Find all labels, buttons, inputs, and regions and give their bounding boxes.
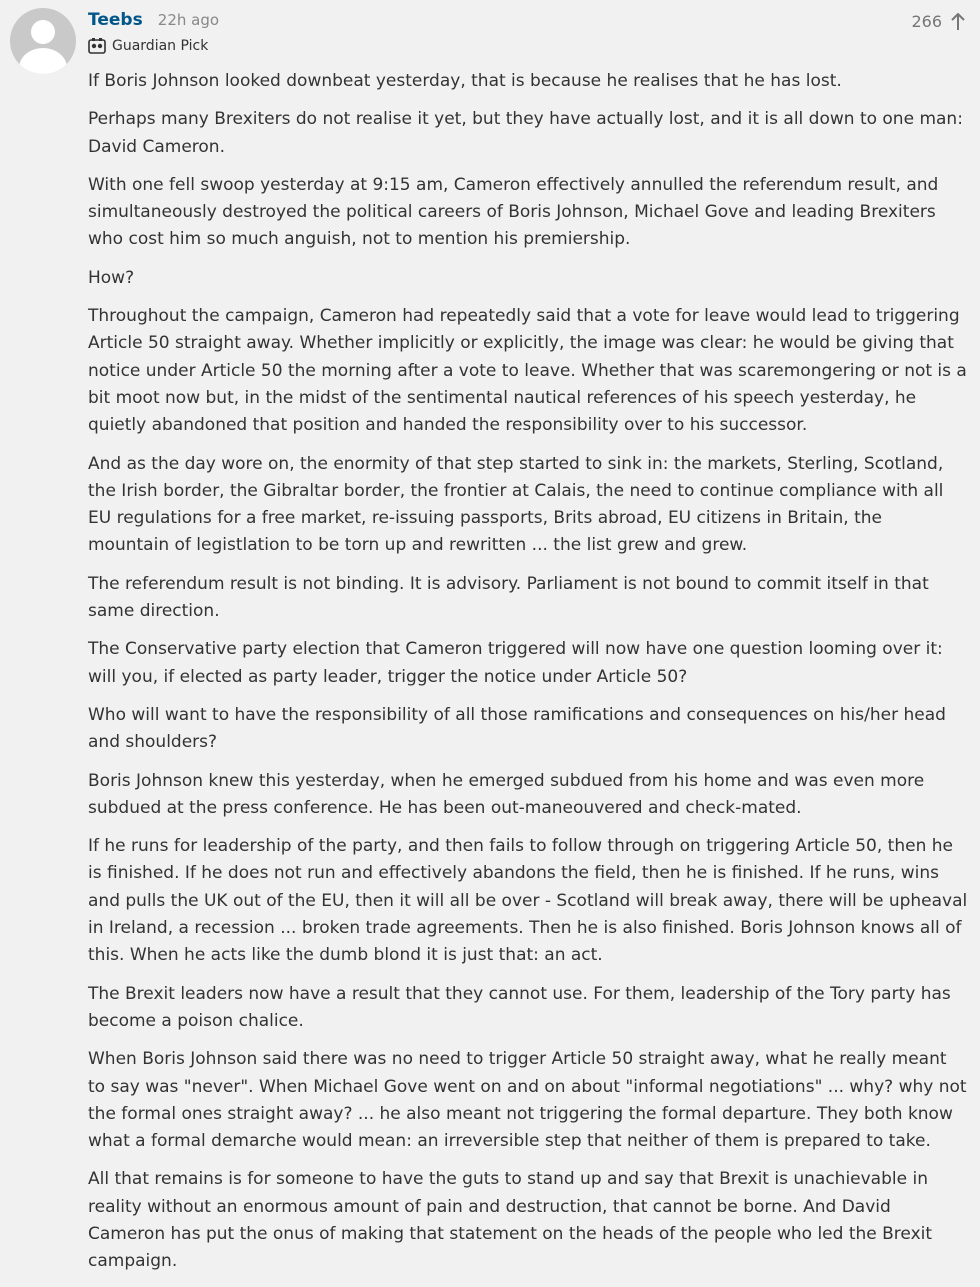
comment-paragraph: When Boris Johnson said there was no need to trigger Article 50 straight away, what he really meant to say was "never". When Michael Gove went on and on about "informal negotiations" ... why? why not the formal ones straight away? ... he also meant not triggering the formal departure. They both know what a formal demarche would mean: an irreversible step that neither of them is prepared to take. <box>88 1049 967 1152</box>
comment-paragraph: How? <box>88 267 135 288</box>
comment-meta <box>88 10 219 30</box>
comment-paragraph: Throughout the campaign, Cameron had repeatedly said that a vote for leave would lead to triggering Article 50 straight away. Whether implicitly or explicitly, the image was clear: he would be giving that notice under Article 50 the morning after a vote to leave. Whether that was scaremongering or not is a bit moot now but, in the midst of the sentimental nautical references of his speech yesterday, he quietly abandoned that position and handed the responsibility over to his successor. <box>88 306 967 436</box>
guardian-pick-icon <box>88 38 106 54</box>
comment-paragraph: The referendum result is not binding. It is advisory. Parliament is not bound to commit itself in that same direction. <box>88 573 929 622</box>
comment-paragraph: And as the day wore on, the enormity of that step started to sink in: the markets, Sterling, Scotland, the Irish border, the Gibraltar border, the frontier at Calais, the need to continue compliance with all EU regulations for a free market, re-issuing passports, Brits abroad, EU citizens in Britain, the mountain of legistlation to be torn up and rewritten ... the list grew and grew. <box>88 453 944 556</box>
comment-paragraph: If he runs for leadership of the party, and then fails to follow through on triggering Article 50, then he is finished. If he does not run and effectively abandons the field, then he is finished. If he runs, wins and pulls the UK out of the EU, then it will all be over - Scotland will break away, there will be upheaval in Ireland, a recession ... broken trade agreements. Then he is also finished. Boris Johnson knows all of this. When he acts like the dumb blond it is just that: an act. <box>88 836 968 966</box>
username-link[interactable]: Teebs <box>88 10 143 30</box>
comment-paragraph: All that remains is for someone to have the guts to stand up and say that Brexit is unachievable in reality without an enormous amount of pain and destruction, that cannot be borne. And David Cameron has put the onus of making that statement on the heads of the people who led the Brexit campaign. <box>88 1169 933 1272</box>
guardian-pick-badge <box>88 38 208 54</box>
guardian-pick-label: Guardian Pick <box>112 38 209 54</box>
comment-paragraph: Who will want to have the responsibility of all those ramifications and consequences on his/her head and shoulders? <box>88 704 946 753</box>
recommend-count: 266 <box>911 12 942 31</box>
comment-paragraph: The Conservative party election that Cameron triggered will now have one question looming over it: will you, if elected as party leader, trigger the notice under Article 50? <box>88 639 943 687</box>
comment-paragraph: The Brexit leaders now have a result that they cannot use. For them, leadership of the Tory party has become a poison chalice. <box>88 983 951 1031</box>
avatar[interactable] <box>10 8 76 74</box>
avatar-body <box>19 48 67 74</box>
comment-paragraph: Boris Johnson knew this yesterday, when he emerged subdued from his home and was even more subdued at the press conference. He has been out-maneouvered and check-mated. <box>88 770 925 818</box>
comment-paragraph: With one fell swoop yesterday at 9:15 am, Cameron effectively annulled the referendum result, and simultaneously destroyed the political careers of Boris Johnson, Michael Gove and leading Brexiters who cost him so much anguish, not to mention his premiership. <box>88 174 939 250</box>
up-arrow-icon <box>950 13 966 31</box>
comment-paragraph: If Boris Johnson looked downbeat yesterday, that is because he realises that he has lost. <box>88 71 842 91</box>
comment-paragraph: Perhaps many Brexiters do not realise it yet, but they have actually lost, and it is all down to one man: David Cameron. <box>88 109 963 157</box>
recommend-button[interactable] <box>911 12 966 31</box>
avatar-head <box>31 20 55 44</box>
timestamp[interactable]: 22h ago <box>157 11 220 29</box>
comment-body <box>88 68 968 1287</box>
